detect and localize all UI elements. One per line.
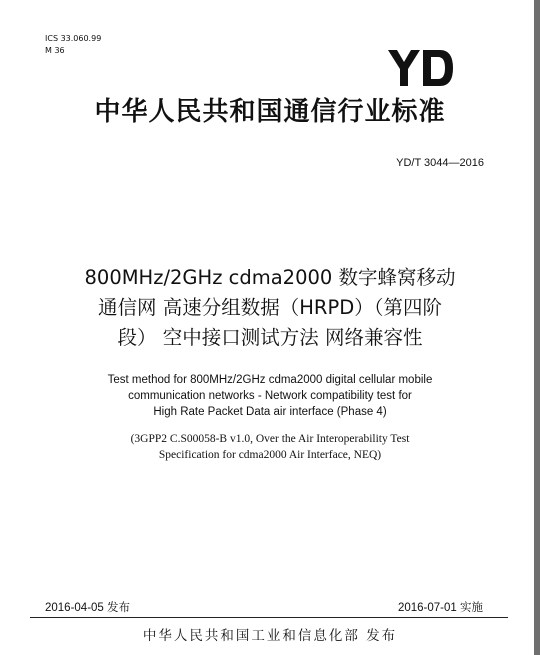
title-zh-line: 通信网 高速分组数据（HRPD）（第四阶 (98, 296, 442, 319)
ccs-code: M 36 (45, 46, 65, 55)
title-en-line: High Rate Packet Data air interface (Phase 4) (153, 406, 387, 418)
title-en-line: communication networks - Network compatibility test for (128, 390, 412, 402)
title-zh-line: 段） 空中接口测试方法 网络兼容性 (117, 326, 423, 349)
implement-date: 2016-07-01 实施 (397, 602, 483, 614)
reference-specification (0, 431, 540, 463)
reference-line: (3GPP2 C.S00058-B v1.0, Over the Air Interoperability Test (130, 433, 410, 445)
yd-logo (388, 50, 454, 86)
title-chinese (40, 263, 500, 353)
title-en-line: Test method for 800MHz/2GHz cdma2000 digital cellular mobile (107, 374, 433, 386)
org-title: 中华人民共和国通信行业标准 (94, 97, 446, 127)
title-english (0, 372, 540, 420)
footer-divider (30, 617, 508, 618)
standard-number: YD/T 3044—2016 (396, 157, 484, 169)
reference-line: Specification for cdma2000 Air Interface, NEQ) (158, 449, 382, 461)
issuer: 中华人民共和国工业和信息化部 发布 (142, 628, 398, 644)
ics-code: ICS 33.060.99 (45, 34, 102, 43)
issue-date: 2016-04-05 发布 (45, 602, 131, 614)
title-zh-line: 800MHz/2GHz cdma2000 数字蜂窝移动 (84, 266, 456, 289)
